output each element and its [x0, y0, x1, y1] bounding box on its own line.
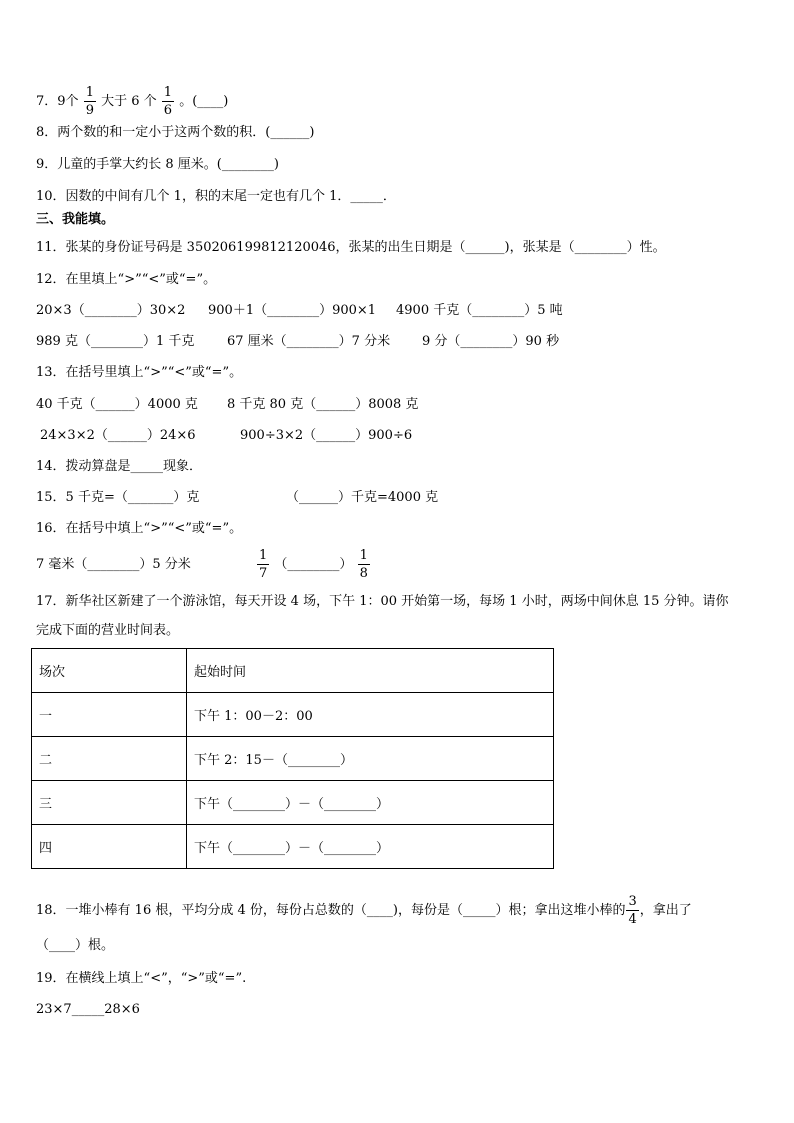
fraction-one-sixth: $\frac{1}{6}$ — [163, 85, 173, 118]
header-cell: 场次 — [32, 649, 187, 693]
fraction-three-quarters: $\frac{3}{4}$ — [628, 894, 637, 927]
question-12-title: 12．在里填上“>”“<”或“=”。 — [36, 272, 217, 287]
table-row — [32, 781, 554, 825]
table-row — [32, 693, 554, 737]
q12-item: 67 厘米（________）7 分米 — [227, 334, 391, 349]
fraction-one-ninth: $\frac{1}{9}$ — [85, 85, 94, 118]
session-cell: 一 — [32, 693, 187, 737]
table-header-row — [32, 649, 554, 693]
q13-item: 24×3×2（______）24×6 — [40, 428, 196, 443]
time-cell: 下午（________）－（________） — [187, 825, 554, 869]
question-11: 11．张某的身份证号码是 350206199812120046，张某的出生日期是（______)，张某是（________）性。 — [36, 240, 666, 255]
session-cell: 三 — [32, 781, 187, 825]
header-cell: 起始时间 — [187, 649, 554, 693]
session-cell: 四 — [32, 825, 187, 869]
fraction-one-eighth: $\frac{1}{8}$ — [359, 548, 368, 581]
q12-item: 20×3（________）30×2 — [36, 303, 186, 318]
question-10: 10．因数的中间有几个 1，积的末尾一定也有几个 1．_____． — [36, 189, 396, 204]
question-19-title: 19．在横线上填上“<”，“>”或“=”. — [36, 971, 247, 986]
question-17-line2: 完成下面的营业时间表。 — [36, 623, 180, 638]
session-cell: 二 — [32, 737, 187, 781]
question-18-line1: 18．一堆小棒有 16 根，平均分成 4 份，每份占总数的（____)，每份是（_____）根；拿出这堆小棒的 $\frac{3}{4}$ ，拿出了 — [36, 894, 692, 927]
schedule-table — [31, 648, 554, 869]
q13-item: 8 千克 80 克（______）8008 克 — [227, 397, 419, 412]
question-15b: （______）千克=4000 克 — [286, 490, 439, 505]
q12-item: 900＋1（________）900×1 — [208, 303, 377, 318]
q13-item: 900÷3×2（______）900÷6 — [240, 428, 413, 443]
q12-item: 9 分（________）90 秒 — [422, 334, 560, 349]
table-row — [32, 737, 554, 781]
time-cell: 下午（________）－（________） — [187, 781, 554, 825]
fraction-one-seventh: $\frac{1}{7}$ — [259, 548, 268, 581]
question-19-expression: 23×7_____28×6 — [36, 1002, 140, 1017]
question-16-title: 16．在括号中填上“>”“<”或“=”。 — [36, 521, 243, 536]
question-18-line2: （____）根。 — [36, 938, 115, 953]
q13-item: 40 千克（______）4000 克 — [36, 397, 198, 412]
section-heading-3: 三、我能填。 — [36, 212, 115, 227]
question-15a: 15．5 千克=（_______）克 — [36, 490, 200, 505]
question-7: 7．9个 $\frac{1}{9}$ 大于 6 个 $\frac{1}{6}$ 。(____) — [36, 85, 229, 118]
q12-item: 4900 千克（________）5 吨 — [396, 303, 563, 318]
table-row — [32, 825, 554, 869]
time-cell: 下午 1：00－2：00 — [187, 693, 554, 737]
question-13-title: 13．在括号里填上“>”“<”或“=”。 — [36, 365, 243, 380]
question-16b: $\frac{1}{7}$ （________） $\frac{1}{8}$ — [259, 548, 368, 581]
question-14: 14．拨动算盘是_____现象． — [36, 459, 203, 474]
q12-item: 989 克（________）1 千克 — [36, 334, 195, 349]
time-cell: 下午 2：15－（________） — [187, 737, 554, 781]
question-9: 9．儿童的手掌大约长 8 厘米。(________) — [36, 157, 279, 172]
question-8: 8．两个数的和一定小于这两个数的积．(______) — [36, 125, 315, 140]
question-17-line1: 17．新华社区新建了一个游泳馆，每天开设 4 场，下午 1：00 开始第一场，每场 1 小时，两场中间休息 15 分钟。请你 — [36, 594, 729, 609]
question-16a: 7 毫米（________）5 分米 — [36, 557, 191, 572]
